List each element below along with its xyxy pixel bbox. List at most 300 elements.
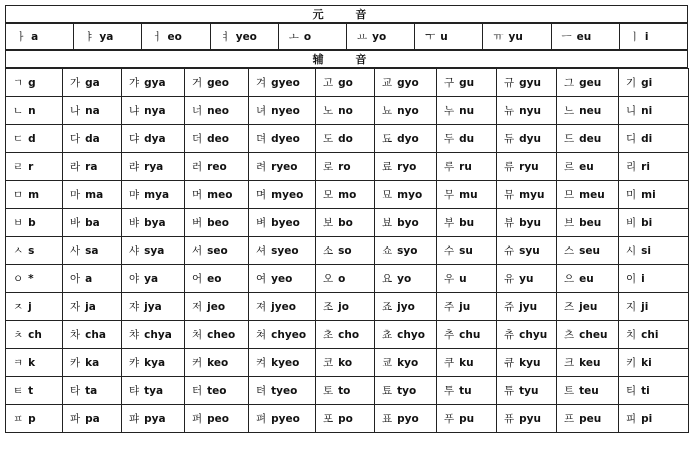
syllable-cell <box>249 349 316 377</box>
romanization: yeo <box>271 273 293 285</box>
romanization: bya <box>144 217 166 229</box>
syllable-cell <box>437 69 497 97</box>
romanization: nyeo <box>271 105 300 117</box>
romanization: pyeo <box>271 413 300 425</box>
syllable-cell <box>497 237 557 265</box>
romanization: cheo <box>207 329 236 341</box>
romanization: * <box>28 273 34 285</box>
hangul-glyph: 튜 <box>504 385 515 397</box>
hangul-glyph: 가 <box>70 77 81 89</box>
syllable-cell <box>249 265 316 293</box>
hangul-glyph: 트 <box>564 385 575 397</box>
romanization: o <box>303 31 312 43</box>
hangul-glyph: ㄱ <box>13 77 24 89</box>
hangul-glyph: 유 <box>504 273 515 285</box>
consonant-cell <box>6 321 63 349</box>
syllable-cell <box>63 265 122 293</box>
syllable-cell <box>437 125 497 153</box>
hangul-glyph: 갸 <box>129 77 140 89</box>
romanization: chyu <box>519 329 548 341</box>
consonant-cell <box>6 181 63 209</box>
hangul-glyph: 너 <box>192 105 203 117</box>
table-row <box>6 69 689 97</box>
romanization: tyu <box>519 385 539 397</box>
hangul-glyph: 투 <box>444 385 455 397</box>
hangul-glyph: 뵤 <box>382 217 393 229</box>
hangul-glyph: 랴 <box>129 161 140 173</box>
table-row <box>6 377 689 405</box>
romanization: myo <box>397 189 423 201</box>
romanization: kya <box>144 357 166 369</box>
hangul-glyph: 머 <box>192 189 203 201</box>
romanization: go <box>338 77 353 89</box>
hangul-glyph: 파 <box>70 413 81 425</box>
romanization: chya <box>144 329 172 341</box>
hangul-glyph: 져 <box>256 301 267 313</box>
syllable-grid <box>5 68 689 433</box>
hangul-glyph: 크 <box>564 357 575 369</box>
hangul-glyph: 츠 <box>564 329 575 341</box>
syllable-cell <box>316 97 375 125</box>
romanization: nya <box>144 105 166 117</box>
syllable-cell <box>557 377 619 405</box>
romanization: ku <box>459 357 474 369</box>
hangul-glyph: ㅍ <box>13 413 24 425</box>
romanization: dya <box>144 133 166 145</box>
hangul-glyph: ㅁ <box>13 189 24 201</box>
consonant-cell <box>6 293 63 321</box>
syllable-cell <box>122 181 185 209</box>
syllable-cell <box>63 209 122 237</box>
hangul-glyph: ㄹ <box>13 161 24 173</box>
hangul-glyph: 겨 <box>256 77 267 89</box>
romanization: kyu <box>519 357 541 369</box>
syllable-cell <box>375 153 437 181</box>
hangul-glyph: 고 <box>323 77 334 89</box>
table-row <box>6 349 689 377</box>
romanization: kyo <box>397 357 419 369</box>
hangul-glyph: 드 <box>564 133 575 145</box>
romanization: pu <box>459 413 475 425</box>
hangul-glyph: 조 <box>323 301 334 313</box>
hangul-glyph: 터 <box>192 385 203 397</box>
hangul-glyph: 퍼 <box>192 413 203 425</box>
vowel-cell <box>142 24 210 50</box>
hangul-glyph: ㅑ <box>84 31 95 43</box>
romanization: bu <box>459 217 475 229</box>
hangul-glyph: 르 <box>564 161 575 173</box>
syllable-cell <box>63 181 122 209</box>
vowel-row-table <box>5 23 688 50</box>
romanization: geo <box>207 77 230 89</box>
syllable-cell <box>249 153 316 181</box>
consonant-cell <box>6 209 63 237</box>
syllable-cell <box>122 125 185 153</box>
romanization: po <box>338 413 353 425</box>
romanization: gi <box>641 77 653 89</box>
syllable-cell <box>437 181 497 209</box>
hangul-glyph: 큐 <box>504 357 515 369</box>
syllable-cell <box>316 125 375 153</box>
romanization: gyeo <box>271 77 300 89</box>
syllable-cell <box>185 349 249 377</box>
syllable-cell <box>122 405 185 433</box>
hangul-glyph: ㅜ <box>425 31 436 43</box>
romanization: byo <box>397 217 419 229</box>
romanization: gyo <box>397 77 419 89</box>
romanization: reo <box>207 161 227 173</box>
syllable-cell <box>249 209 316 237</box>
syllable-cell <box>249 237 316 265</box>
romanization: pi <box>641 413 653 425</box>
romanization: jyu <box>519 301 538 313</box>
syllable-cell <box>557 97 619 125</box>
hangul-glyph: 마 <box>70 189 81 201</box>
hangul-glyph: 규 <box>504 77 515 89</box>
syllable-cell <box>122 209 185 237</box>
vowel-cell <box>210 24 278 50</box>
hangul-glyph: 브 <box>564 217 575 229</box>
hangul-glyph: 커 <box>192 357 203 369</box>
syllable-cell <box>497 97 557 125</box>
hangul-glyph: 댜 <box>129 133 140 145</box>
hangul-glyph: 므 <box>564 189 575 201</box>
hangul-glyph: 키 <box>626 357 637 369</box>
syllable-cell <box>185 69 249 97</box>
hangul-glyph: 수 <box>444 245 455 257</box>
hangul-glyph: 샤 <box>129 245 140 257</box>
romanization: ryo <box>397 161 417 173</box>
consonant-header: 辅 音 <box>6 51 688 68</box>
syllable-cell <box>557 181 619 209</box>
consonant-cell <box>6 69 63 97</box>
hangul-glyph: 노 <box>323 105 334 117</box>
romanization: t <box>28 385 34 397</box>
romanization: jyeo <box>271 301 296 313</box>
hangul-glyph: 차 <box>70 329 81 341</box>
syllable-cell <box>316 69 375 97</box>
syllable-cell <box>63 349 122 377</box>
syllable-cell <box>437 349 497 377</box>
syllable-cell <box>63 377 122 405</box>
syllable-cell <box>375 321 437 349</box>
syllable-cell <box>619 293 689 321</box>
syllable-cell <box>375 405 437 433</box>
romanization: ni <box>641 105 653 117</box>
syllable-cell <box>557 405 619 433</box>
romanization: no <box>338 105 353 117</box>
hangul-glyph: 추 <box>444 329 455 341</box>
syllable-cell <box>557 125 619 153</box>
hangul-glyph: 교 <box>382 77 393 89</box>
hangul-glyph: 려 <box>256 161 267 173</box>
romanization: g <box>28 77 36 89</box>
romanization: neo <box>207 105 229 117</box>
consonant-cell <box>6 97 63 125</box>
romanization: eu <box>579 161 594 173</box>
syllable-cell <box>437 209 497 237</box>
hangul-glyph: 오 <box>323 273 334 285</box>
syllable-cell <box>122 321 185 349</box>
syllable-cell <box>185 97 249 125</box>
hangul-glyph: ㄴ <box>13 105 24 117</box>
hangul-glyph: 셔 <box>256 245 267 257</box>
vowel-header: 元 音 <box>6 6 688 23</box>
syllable-cell <box>375 349 437 377</box>
romanization: ryeo <box>271 161 298 173</box>
hangul-glyph: ㅌ <box>13 385 24 397</box>
romanization: keu <box>579 357 601 369</box>
hangul-glyph: 쟈 <box>129 301 140 313</box>
syllable-cell <box>619 209 689 237</box>
romanization: keo <box>207 357 229 369</box>
romanization: pa <box>85 413 100 425</box>
hangul-glyph: 탸 <box>129 385 140 397</box>
romanization: a <box>85 273 93 285</box>
romanization: p <box>28 413 36 425</box>
romanization: u <box>459 273 467 285</box>
romanization: peo <box>207 413 230 425</box>
romanization: a <box>31 31 39 43</box>
hangul-glyph: 뉴 <box>504 105 515 117</box>
hangul-glyph: 퓨 <box>504 413 515 425</box>
syllable-cell <box>619 153 689 181</box>
syllable-cell <box>63 321 122 349</box>
hangul-glyph: 뎌 <box>256 133 267 145</box>
romanization: jeu <box>579 301 598 313</box>
hangul-glyph: 다 <box>70 133 81 145</box>
vowel-cell <box>415 24 483 50</box>
syllable-cell <box>375 125 437 153</box>
romanization: eu <box>579 273 594 285</box>
romanization: ju <box>459 301 471 313</box>
hangul-glyph: 쵸 <box>382 329 393 341</box>
hangul-glyph: ㅗ <box>288 31 299 43</box>
hangul-glyph: 료 <box>382 161 393 173</box>
romanization: deu <box>579 133 602 145</box>
syllable-cell <box>619 377 689 405</box>
romanization: pyu <box>519 413 541 425</box>
hangul-glyph: 냐 <box>129 105 140 117</box>
syllable-cell <box>437 321 497 349</box>
hangul-glyph: 초 <box>323 329 334 341</box>
hangul-glyph: 주 <box>444 301 455 313</box>
syllable-cell <box>185 377 249 405</box>
syllable-cell <box>185 321 249 349</box>
syllable-cell <box>497 349 557 377</box>
table-row <box>6 265 689 293</box>
romanization: syeo <box>271 245 299 257</box>
syllable-cell <box>375 97 437 125</box>
romanization: cho <box>338 329 360 341</box>
syllable-cell <box>437 377 497 405</box>
syllable-cell <box>316 321 375 349</box>
hangul-glyph: 도 <box>323 133 334 145</box>
romanization: ji <box>641 301 649 313</box>
hangul-glyph: 타 <box>70 385 81 397</box>
romanization: nu <box>459 105 475 117</box>
syllable-cell <box>497 125 557 153</box>
syllable-cell <box>249 405 316 433</box>
romanization: n <box>28 105 36 117</box>
syllable-cell <box>557 69 619 97</box>
hangul-glyph: 뱌 <box>129 217 140 229</box>
romanization: deo <box>207 133 230 145</box>
hangul-glyph: ㅛ <box>356 31 368 43</box>
hangul-glyph: ㅕ <box>220 31 231 43</box>
hangul-glyph: 즈 <box>564 301 575 313</box>
hangul-glyph: 뮤 <box>504 189 515 201</box>
romanization: ru <box>459 161 472 173</box>
vowel-cell <box>278 24 346 50</box>
syllable-cell <box>122 97 185 125</box>
syllable-cell <box>437 153 497 181</box>
table-row <box>6 209 689 237</box>
hangul-glyph: ㅊ <box>13 329 24 341</box>
romanization: d <box>28 133 36 145</box>
hangul-glyph: 요 <box>382 273 393 285</box>
romanization: gu <box>459 77 475 89</box>
hangul-glyph: 로 <box>323 161 334 173</box>
hangul-glyph: 츄 <box>504 329 515 341</box>
hangul-glyph: 피 <box>626 413 637 425</box>
hangul-glyph: 치 <box>626 329 637 341</box>
hangul-glyph: 듀 <box>504 133 515 145</box>
hangul-glyph: 디 <box>626 133 637 145</box>
romanization: mya <box>144 189 170 201</box>
romanization: eu <box>576 31 592 43</box>
hangul-glyph: 토 <box>323 385 334 397</box>
romanization: gyu <box>519 77 541 89</box>
hangul-glyph: 처 <box>192 329 203 341</box>
romanization: na <box>85 105 100 117</box>
syllable-cell <box>63 153 122 181</box>
hangul-glyph: 모 <box>323 189 334 201</box>
romanization: yo <box>397 273 412 285</box>
romanization: jo <box>338 301 349 313</box>
romanization: ti <box>641 385 650 397</box>
romanization: sya <box>144 245 165 257</box>
romanization: ja <box>85 301 96 313</box>
romanization: dyu <box>519 133 541 145</box>
hangul-glyph: 러 <box>192 161 203 173</box>
syllable-cell <box>316 181 375 209</box>
romanization: mi <box>641 189 656 201</box>
hangul-glyph: 챠 <box>129 329 140 341</box>
romanization: di <box>641 133 653 145</box>
hangul-glyph: 자 <box>70 301 81 313</box>
syllable-cell <box>122 265 185 293</box>
syllable-cell <box>185 209 249 237</box>
syllable-cell <box>497 265 557 293</box>
romanization: pya <box>144 413 166 425</box>
syllable-cell <box>557 265 619 293</box>
hangul-glyph: ㅠ <box>493 31 504 43</box>
romanization: dyo <box>397 133 419 145</box>
romanization: syo <box>397 245 418 257</box>
syllable-cell <box>497 293 557 321</box>
romanization: da <box>85 133 100 145</box>
romanization: b <box>28 217 36 229</box>
hangul-glyph: 스 <box>564 245 575 257</box>
hangul-glyph: 거 <box>192 77 203 89</box>
hangul-glyph: ㅡ <box>561 31 572 43</box>
romanization: ga <box>85 77 100 89</box>
syllable-cell <box>375 209 437 237</box>
romanization: jya <box>144 301 162 313</box>
romanization: k <box>28 357 36 369</box>
hangul-glyph: 부 <box>444 217 455 229</box>
vowel-cell <box>346 24 414 50</box>
hangul-glyph: 바 <box>70 217 81 229</box>
syllable-cell <box>497 153 557 181</box>
romanization: nyo <box>397 105 419 117</box>
hangul-glyph: 기 <box>626 77 637 89</box>
romanization: do <box>338 133 353 145</box>
romanization: ba <box>85 217 100 229</box>
syllable-cell <box>63 69 122 97</box>
romanization: tyeo <box>271 385 298 397</box>
hangul-glyph: 쳐 <box>256 329 267 341</box>
romanization: sa <box>85 245 99 257</box>
romanization: yo <box>372 31 387 43</box>
romanization: ch <box>28 329 42 341</box>
romanization: i <box>644 31 649 43</box>
vowel-cell <box>551 24 619 50</box>
syllable-cell <box>619 237 689 265</box>
romanization: rya <box>144 161 164 173</box>
hangul-glyph: 으 <box>564 273 575 285</box>
syllable-cell <box>437 97 497 125</box>
hangul-glyph: 묘 <box>382 189 393 201</box>
syllable-cell <box>619 349 689 377</box>
syllable-cell <box>122 293 185 321</box>
syllable-cell <box>375 265 437 293</box>
table-row <box>6 97 689 125</box>
romanization: gya <box>144 77 166 89</box>
romanization: chu <box>459 329 481 341</box>
consonant-cell <box>6 237 63 265</box>
hangul-glyph: 툐 <box>382 385 393 397</box>
romanization: dyeo <box>271 133 300 145</box>
hangul-glyph: 먀 <box>129 189 140 201</box>
romanization: myu <box>519 189 545 201</box>
romanization: neu <box>579 105 602 117</box>
table-row <box>6 153 689 181</box>
hangul-glyph: 표 <box>382 413 393 425</box>
hangul-glyph: ㅓ <box>152 31 163 43</box>
hangul-glyph: 펴 <box>256 413 267 425</box>
hangul-glyph: 쥬 <box>504 301 515 313</box>
syllable-cell <box>437 405 497 433</box>
syllable-cell <box>63 405 122 433</box>
romanization: kyeo <box>271 357 300 369</box>
hangul-glyph: 더 <box>192 133 203 145</box>
syllable-cell <box>122 377 185 405</box>
syllable-cell <box>249 125 316 153</box>
romanization: beo <box>207 217 230 229</box>
syllable-cell <box>316 349 375 377</box>
hangul-glyph: 퍄 <box>129 413 140 425</box>
syllable-cell <box>249 377 316 405</box>
table-row <box>6 321 689 349</box>
table-row <box>6 237 689 265</box>
syllable-cell <box>316 237 375 265</box>
syllable-cell <box>437 237 497 265</box>
vowel-cell <box>483 24 551 50</box>
romanization: ya <box>99 31 114 43</box>
romanization: ra <box>85 161 98 173</box>
